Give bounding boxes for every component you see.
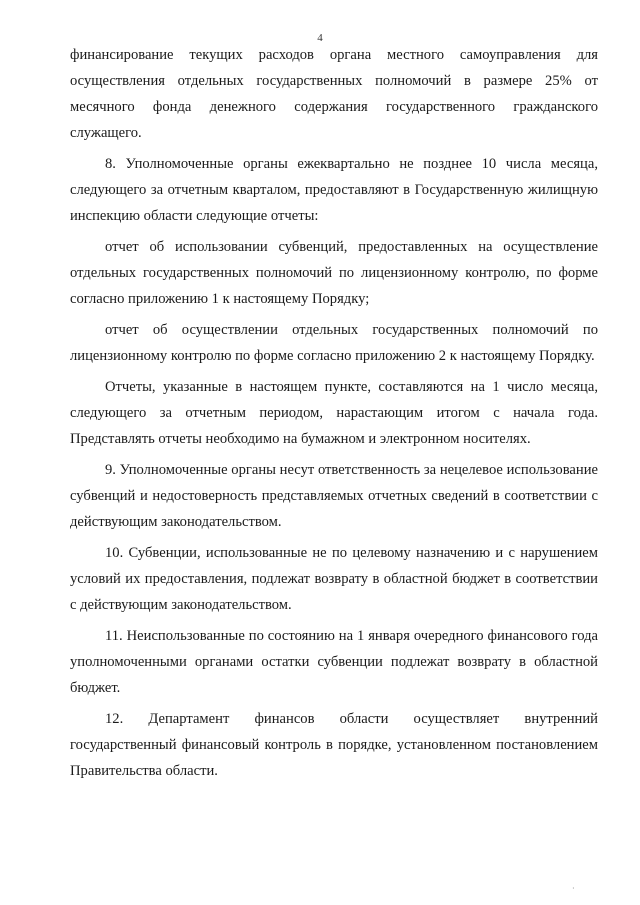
paragraph-9: 9. Уполномоченные органы несут ответственность за нецелевое использование субвенций и недостоверность представляемых отчетных сведений в соответствии с действующим законодательством. [70, 462, 598, 530]
paragraph-8: 8. Уполномоченные органы ежеквартально не позднее 10 числа месяца, следующего за отчетным кварталом, предоставляют в Государственную жилищную инспекцию области следующие отчеты: [70, 156, 598, 224]
paragraph-10: 10. Субвенции, использованные не по целевому назначению и с нарушением условий их предоставления, подлежат возврату в областной бюджет в соответствии с действующим законодательством. [70, 545, 598, 613]
paragraph-continuation: финансирование текущих расходов органа местного самоуправления для осуществления отдельных государственных полномочий в размере 25% от месячного фонда денежного содержания государственного гражданского служащего. [70, 47, 598, 141]
page-number: 4 [317, 32, 323, 44]
document-body [70, 42, 598, 784]
paragraph-12: 12. Департамент финансов области осуществляет внутренний государственный финансовый контроль в порядке, установленном постановлением Правительства области. [70, 711, 598, 779]
paragraph-8-report-1: отчет об использовании субвенций, предоставленных на осуществление отдельных государственных полномочий по лицензионному контролю, по форме согласно приложению 1 к настоящему Порядку; [70, 239, 598, 307]
paragraph-8-report-2: отчет об осуществлении отдельных государственных полномочий по лицензионному контролю по форме согласно приложению 2 к настоящему Порядку. [70, 322, 598, 364]
paragraph-8-reports-note: Отчеты, указанные в настоящем пункте, составляются на 1 число месяца, следующего за отчетным периодом, нарастающим итогом с начала года. Представлять отчеты необходимо на бумажном и электронном носителях. [70, 379, 598, 447]
scan-mark: · [572, 884, 575, 893]
paragraph-11: 11. Неиспользованные по состоянию на 1 января очередного финансового года уполномоченными органами остатки субвенции подлежат возврату в областной бюджет. [70, 628, 598, 696]
